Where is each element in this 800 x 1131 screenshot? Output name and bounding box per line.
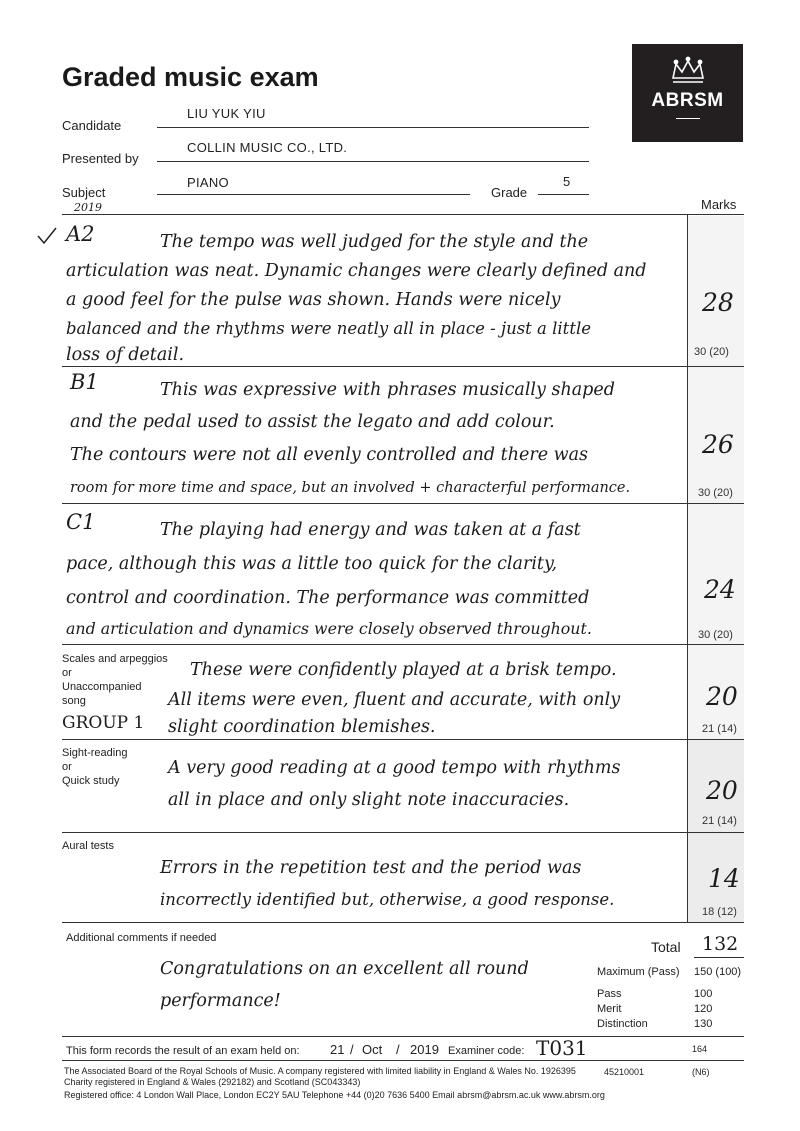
section-c1-line-4: and articulation and dynamics were closely observed throughout. [66,619,592,638]
section-a2-line-1: The tempo was well judged for the style and the [160,232,589,252]
scales-line-1: These were confidently played at a brisk tempo. [190,660,617,680]
section-a2-line-3: a good feel for the pulse was shown. Hands were nicely [66,290,561,310]
section-b1-mark: 26 [702,430,734,459]
examiner-code: T031 [536,1036,588,1060]
candidate-label: Candidate [62,118,122,133]
presented-by-label: Presented by [62,151,139,166]
pass-label: Pass [597,988,622,1000]
total-value: 132 [702,933,739,955]
section-c1-max: 30 (20) [698,629,733,641]
scales-line-2: All items were even, fluent and accurate, with only [168,690,621,710]
section-b1-line-2: and the pedal used to assist the legato and add colour. [70,412,555,432]
comments-line-2: performance! [160,991,281,1011]
total-label: Total [651,939,681,955]
aural-line-2: incorrectly identified but, otherwise, a good response. [160,890,615,909]
scales-label: Scales and arpeggios or Unaccompanied song [62,653,168,707]
subject-value: PIANO [187,175,229,190]
section-a2-line-5: loss of detail. [66,345,185,365]
section-b1-max: 30 (20) [698,487,733,499]
comments-label: Additional comments if needed [66,932,217,944]
section-a2-line-2: articulation was neat. Dynamic changes were clearly defined and [66,261,647,281]
aural-mark: 14 [708,864,740,893]
page-title: Graded music exam [62,62,319,92]
aural-tests-label: Aural tests [62,840,114,852]
section-c1-mark: 24 [704,575,736,604]
maximum-label: Maximum (Pass) [597,966,680,978]
grade-value: 5 [563,174,571,189]
scales-line-3: slight coordination blemishes. [168,717,436,737]
sight-reading-line-1: A very good reading at a good tempo with rhythms [168,758,621,778]
abrsm-logo [632,44,743,142]
exam-year: 2019 [410,1042,439,1057]
grade-label: Grade [491,185,528,200]
comments-line-1: Congratulations on an excellent all round [160,959,529,979]
form-version: (N6) [692,1067,710,1077]
merit-label: Merit [597,1003,622,1015]
distinction-value: 130 [694,1018,713,1030]
merit-value: 120 [694,1003,713,1015]
section-c1-line-2: pace, although this was a little too quick for the clarity, [66,554,558,574]
scales-max: 21 (14) [702,723,737,735]
section-b1-label: B1 [70,370,99,394]
examiner-code-label: Examiner code: [448,1045,525,1057]
section-c1-label: C1 [66,510,96,534]
result-statement: This form records the result of an exam held on: [66,1045,300,1057]
subject-label: Subject [62,185,106,200]
section-c1-line-3: control and coordination. The performance was committed [66,588,590,608]
legal-line-3: Registered office: 4 London Wall Place, London EC2Y 5AU Telephone +44 (0)20 7636 5400 Email abrsm@abrsm.ac.uk www.abrsm.org [64,1090,605,1100]
tick-icon [36,226,58,246]
legal-line-2: Charity registered in England & Wales (292182) and Scotland (SC043343) [64,1077,361,1087]
section-b1-line-1: This was expressive with phrases musically shaped [160,380,615,400]
candidate-value: LIU YUK YIU [187,106,266,121]
aural-line-1: Errors in the repetition test and the period was [160,858,582,878]
sight-reading-line-2: all in place and only slight note inaccuracies. [168,790,570,810]
serial-number: 45210001 [604,1067,645,1077]
section-a2-label: A2 [66,222,95,246]
scales-group-note: GROUP 1 [62,713,145,733]
pass-value: 100 [694,988,713,1000]
section-a2-line-4: balanced and the rhythms were neatly all in place - just a little [66,319,591,338]
section-c1-mark-cell [688,504,744,644]
form-number: 164 [692,1044,708,1054]
maximum-value: 150 (100) [694,966,742,978]
sight-reading-label: Sight-reading or Quick study [62,747,128,787]
presented-by-value: COLLIN MUSIC CO., LTD. [187,140,348,155]
crown-icon [670,56,706,86]
brand-name: ABRSM [651,90,724,111]
section-b1-line-3: The contours were not all evenly controlled and there was [70,445,589,465]
aural-max: 18 (12) [702,906,737,918]
exam-day: 21 [330,1042,345,1057]
subject-note: 2019 [74,201,102,214]
section-a2-mark: 28 [702,288,734,317]
section-c1-line-1: The playing had energy and was taken at a fast [160,520,581,540]
sight-reading-max: 21 (14) [702,815,737,827]
marks-label: Marks [701,197,737,212]
scales-mark: 20 [706,682,738,711]
section-a2-max: 30 (20) [694,346,729,358]
distinction-label: Distinction [597,1018,648,1030]
section-b1-line-4: room for more time and space, but an involved + characterful performance. [70,480,631,496]
legal-line-1: The Associated Board of the Royal Schools of Music. A company registered with limited liability in England & Wales No. 1926395 [64,1066,576,1076]
sight-reading-mark: 20 [706,776,738,805]
exam-month: Oct [362,1042,383,1057]
